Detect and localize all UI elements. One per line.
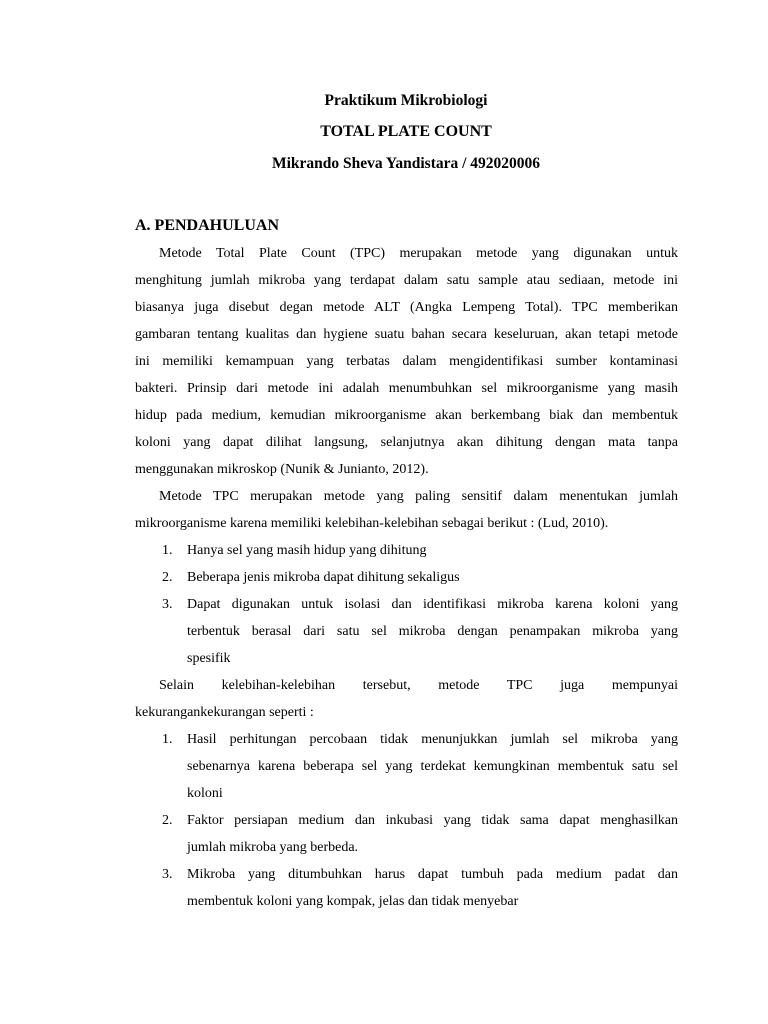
list-number: 3. xyxy=(162,867,173,882)
list-item: Beberapa jenis mikroba dapat dihitung sekaligus xyxy=(187,570,460,585)
list-item: jumlah mikroba yang berbeda. xyxy=(187,840,359,855)
list-item: sebenarnya karena beberapa sel yang terdekat kemungkinan membentuk satu sel xyxy=(187,759,678,774)
paragraph-line: biasanya juga disebut degan metode ALT (Angka Lempeng Total). TPC memberikan xyxy=(135,300,678,315)
paragraph-line: menghitung jumlah mikroba yang terdapat dalam satu sample atau sediaan, metode ini xyxy=(135,273,678,288)
paragraph-line: Metode TPC merupakan metode yang paling sensitif dalam menentukan jumlah xyxy=(159,489,678,504)
list-number: 2. xyxy=(162,570,173,585)
section-heading: A. PENDAHULUAN xyxy=(135,217,279,234)
list-item: Hasil perhitungan percobaan tidak menunjukkan jumlah sel mikroba yang xyxy=(187,732,678,747)
document-subtitle: TOTAL PLATE COUNT xyxy=(320,123,492,140)
list-item: terbentuk berasal dari satu sel mikroba dengan penampakan mikroba yang xyxy=(187,624,678,639)
list-item: Hanya sel yang masih hidup yang dihitung xyxy=(187,543,427,558)
list-item: Faktor persiapan medium dan inkubasi yang tidak sama dapat menghasilkan xyxy=(187,813,678,828)
document-title: Praktikum Mikrobiologi xyxy=(324,92,488,109)
list-number: 3. xyxy=(162,597,173,612)
list-number: 1. xyxy=(162,732,173,747)
paragraph-line: ini memiliki kemampuan yang terbatas dalam mengidentifikasi sumber kontaminasi xyxy=(135,354,678,369)
paragraph-line: Metode Total Plate Count (TPC) merupakan metode yang digunakan untuk xyxy=(159,246,678,261)
paragraph-line: gambaran tentang kualitas dan hygiene suatu bahan secara keseluruan, akan tetapi metode xyxy=(135,327,678,342)
list-number: 2. xyxy=(162,813,173,828)
list-item: spesifik xyxy=(187,651,231,666)
paragraph-line: Selain kelebihan-kelebihan tersebut, metode TPC juga mempunyai xyxy=(159,678,678,693)
paragraph-line: koloni yang dapat dilihat langsung, selanjutnya akan dihitung dengan mata tanpa xyxy=(135,435,678,450)
list-item: Dapat digunakan untuk isolasi dan identifikasi mikroba karena koloni yang xyxy=(187,597,678,612)
list-item: Mikroba yang ditumbuhkan harus dapat tumbuh pada medium padat dan xyxy=(187,867,678,882)
paragraph-line: kekurangankekurangan seperti : xyxy=(135,705,314,720)
paragraph-line: bakteri. Prinsip dari metode ini adalah menumbuhkan sel mikroorganisme yang masih xyxy=(135,381,678,396)
paragraph-line: menggunakan mikroskop (Nunik & Junianto, 2012). xyxy=(135,462,429,477)
document-author: Mikrando Sheva Yandistara / 492020006 xyxy=(271,155,541,172)
paragraph-line: mikroorganisme karena memiliki kelebihan-kelebihan sebagai berikut : (Lud, 2010). xyxy=(135,516,609,531)
list-number: 1. xyxy=(162,543,173,558)
list-item: koloni xyxy=(187,786,223,801)
list-item: membentuk koloni yang kompak, jelas dan tidak menyebar xyxy=(187,894,519,909)
paragraph-line: hidup pada medium, kemudian mikroorganisme akan berkembang biak dan membentuk xyxy=(135,408,678,423)
